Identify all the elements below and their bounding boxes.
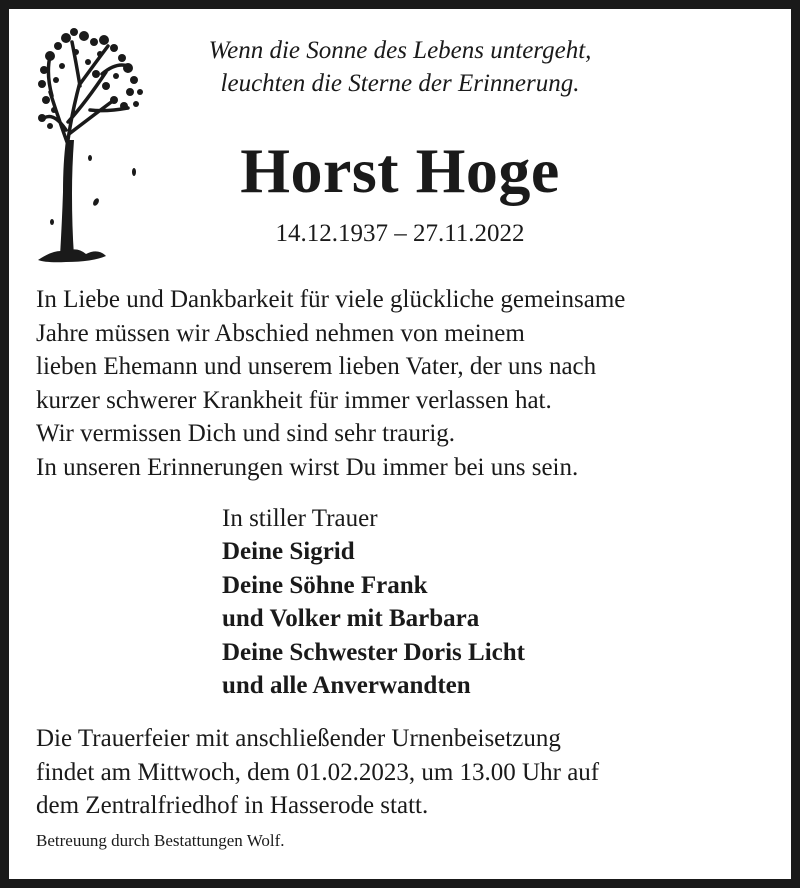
service-line: dem Zentralfriedhof in Hasserode statt. [36,792,429,820]
message-line: Wir vermissen Dich und sind sehr traurig. [36,420,456,448]
message-line: In Liebe und Dankbarkeit für viele glückliche gemeinsame [36,286,626,313]
mourner-name: und alle Anverwandten [222,672,471,700]
mourner-name: und Volker mit Barbara [222,605,480,633]
message-line: kurzer schwerer Krankheit für immer verlassen hat. [36,386,552,414]
message-line: Jahre müssen wir Abschied nehmen von meinem [36,319,525,347]
motto-line: leuchten die Sterne der Erinnerung. [220,70,580,97]
life-dates: 14.12.1937 – 27.11.2022 [275,220,525,247]
mourner-name: Deine Söhne Frank [222,571,428,599]
mourners-block [222,502,722,702]
service-line: Die Trauerfeier mit anschließender Urnenbeisetzung [36,725,561,752]
motto-line: Wenn die Sonne des Lebens untergeht, [208,37,592,64]
service-info [36,722,776,823]
farewell-message [36,283,776,485]
message-line: In unseren Erinnerungen wirst Du immer bei uns sein. [36,453,579,481]
tree-icon [36,22,148,264]
motto [150,34,650,100]
funeral-home-credit: Betreuung durch Bestattungen Wolf. [36,831,285,850]
mourner-name: Deine Schwester Doris Licht [222,638,525,666]
message-line: lieben Ehemann und unserem lieben Vater, der uns nach [36,353,597,381]
service-line: findet am Mittwoch, dem 01.02.2023, um 13.00 Uhr auf [36,758,600,786]
mourners-intro: In stiller Trauer [222,505,378,532]
deceased-name: Horst Hoge [240,135,560,206]
mourner-name: Deine Sigrid [222,538,355,566]
